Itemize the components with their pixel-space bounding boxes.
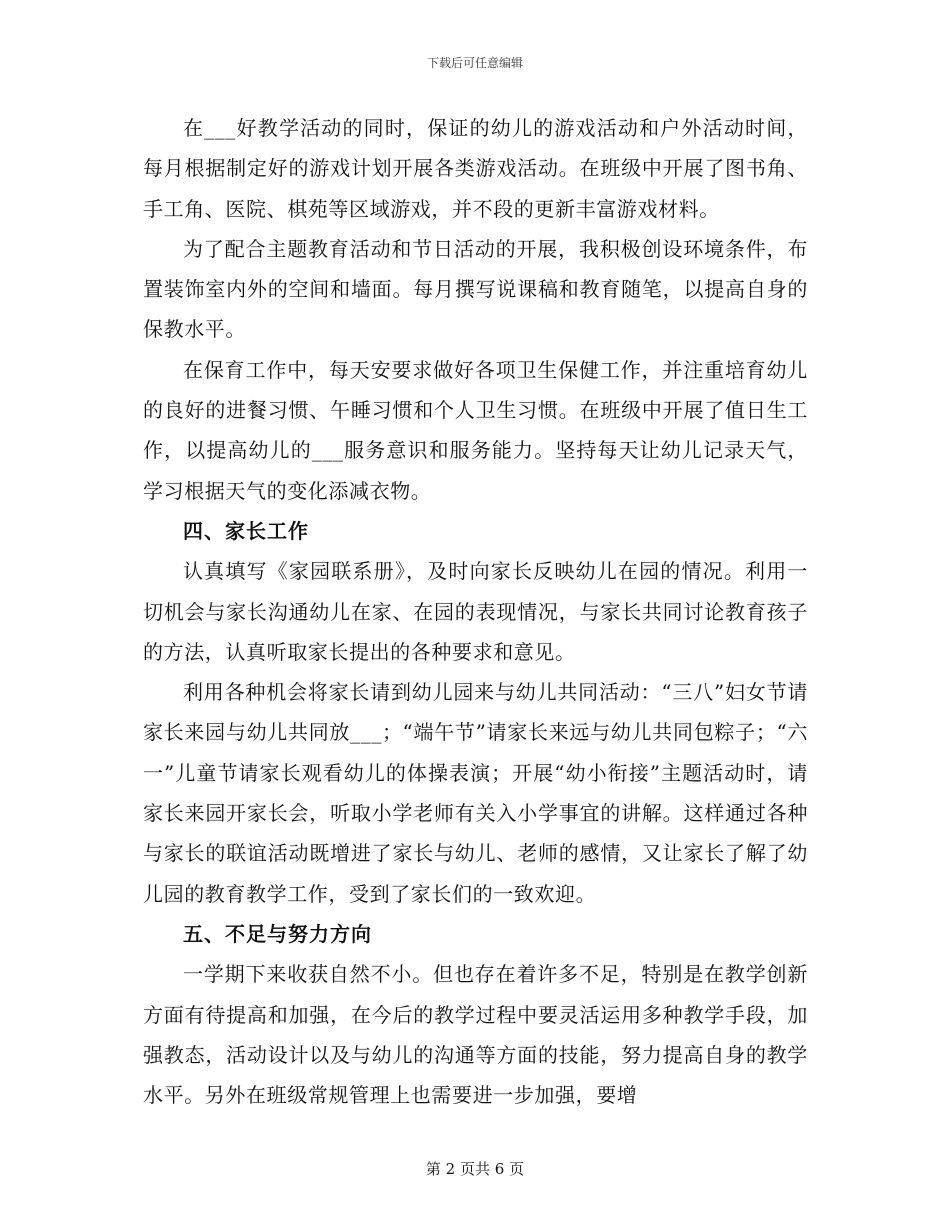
paragraph-care-work: 在保育工作中，每天安要求做好各项卫生保健工作，并注重培育幼儿的良好的进餐习惯、午睡习惯和个人卫生习惯。在班级中开展了值日生工作，以提高幼儿的___服务意识和服务能力。坚持每天让幼儿记录天气，学习根据天气的变化添减衣物。 [143, 357, 808, 503]
page-header: 下载后可任意编辑 [426, 56, 523, 70]
paragraph-parent-activities: 利用各种机会将家长请到幼儿园来与幼儿共同活动：“三八”妇女节请家长来园与幼儿共同放___；“端午节”请家长来远与幼儿共同包粽子；“六一”儿童节请家长观看幼儿的体操表演；开展“幼小衔接”主题活动时，请家长来园开家长会，听取小学老师有关入小学事宜的讲解。这样通过各种与家长的联谊活动既增进了家长与幼儿、老师的感情，又让家长了解了幼儿园的教育教学工作，受到了家长们的一致欢迎。 [143, 680, 808, 906]
section-heading-shortcomings: 五、不足与努力方向 [183, 921, 372, 946]
paragraph-activities: 在___好教学活动的同时，保证的幼儿的游戏活动和户外活动时间，每月根据制定好的游戏计划开展各类游戏活动。在班级中开展了图书角、手工角、医院、棋苑等区域游戏，并不段的更新丰富游戏材料。 [143, 116, 808, 221]
section-heading-parents: 四、家长工作 [183, 518, 309, 543]
paragraph-shortcomings: 一学期下来收获自然不小。但也存在着许多不足，特别是在教学创新方面有待提高和加强，在今后的教学过程中要灵活运用多种教学手段，加强教态，活动设计以及与幼儿的沟通等方面的技能，努力提高自身的教学水平。另外在班级常规管理上也需要进一步加强，要增 [143, 962, 808, 1108]
paragraph-contact-book: 认真填写《家园联系册》，及时向家长反映幼儿在园的情况。利用一切机会与家长沟通幼儿在家、在园的表现情况，与家长共同讨论教育孩子的方法，认真听取家长提出的各种要求和意见。 [143, 559, 808, 664]
document-body [143, 108, 808, 1115]
page-number: 第 2 页共 6 页 [425, 1160, 525, 1178]
paragraph-environment: 为了配合主题教育活动和节日活动的开展，我积极创设环境条件，布置装饰室内外的空间和墙面。每月撰写说课稿和教育随笔，以提高自身的保教水平。 [143, 236, 808, 342]
